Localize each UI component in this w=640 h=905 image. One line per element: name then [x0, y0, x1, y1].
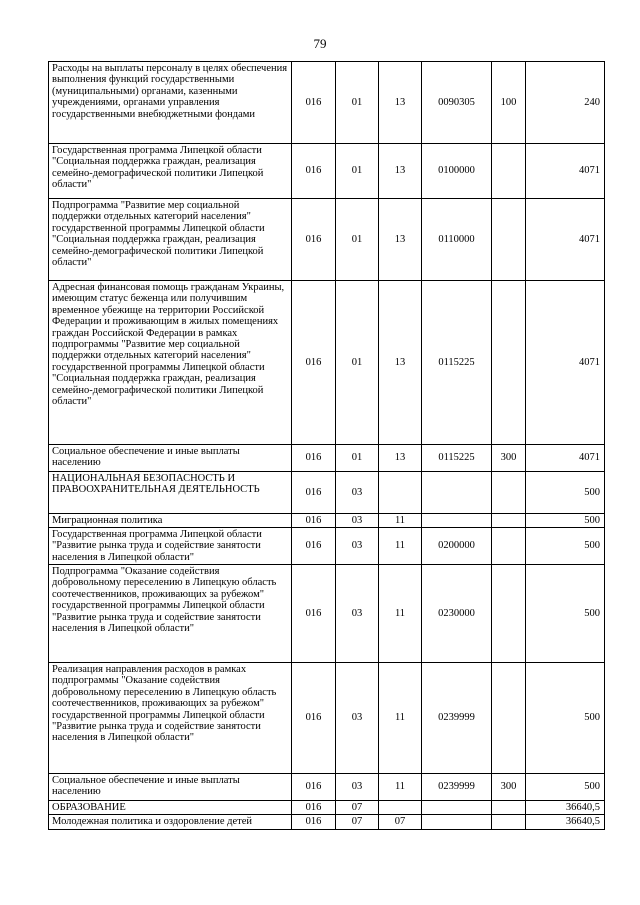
- row-target-article-code: 0200000: [422, 528, 492, 565]
- row-section-code: 03: [336, 774, 379, 801]
- row-grbs-code: 016: [292, 62, 336, 144]
- row-section-code: 01: [336, 62, 379, 144]
- row-section-code: 03: [336, 565, 379, 663]
- row-target-article-code: 0115225: [422, 445, 492, 472]
- row-expense-type-code: [492, 199, 526, 281]
- row-subsection-code: 13: [379, 199, 422, 281]
- row-target-article-code: 0090305: [422, 62, 492, 144]
- row-expense-type-code: [492, 514, 526, 528]
- row-target-article-code: [422, 815, 492, 830]
- row-target-article-code: 0230000: [422, 565, 492, 663]
- row-target-article-code: 0100000: [422, 144, 492, 199]
- row-section-code: 01: [336, 199, 379, 281]
- row-target-article-code: [422, 514, 492, 528]
- row-name: Подпрограмма "Оказание содействия добровольному переселению в Липецкую область соотечественников, проживающих за рубежом" государственной программы Липецкой области "Развитие рынка труда и содействие занятости населения в Липецкой области": [49, 565, 292, 663]
- row-section-code: 01: [336, 144, 379, 199]
- row-grbs-code: 016: [292, 663, 336, 774]
- row-expense-type-code: 300: [492, 774, 526, 801]
- row-target-article-code: 0110000: [422, 199, 492, 281]
- row-subsection-code: 11: [379, 774, 422, 801]
- row-name: Социальное обеспечение и иные выплаты населению: [49, 774, 292, 801]
- row-name: Социальное обеспечение и иные выплаты населению: [49, 445, 292, 472]
- row-subsection-code: 11: [379, 514, 422, 528]
- budget-table: [48, 61, 605, 830]
- table-row: [49, 199, 605, 281]
- row-amount: 4071: [526, 199, 605, 281]
- row-amount: 4071: [526, 144, 605, 199]
- row-amount: 240: [526, 62, 605, 144]
- row-expense-type-code: [492, 144, 526, 199]
- row-expense-type-code: [492, 472, 526, 514]
- row-name: ОБРАЗОВАНИЕ: [49, 801, 292, 815]
- row-name: Расходы на выплаты персоналу в целях обеспечения выполнения функций государственными (муниципальными) органами, казенными учреждениями, органами управления государственными внебюджетными фондами: [49, 62, 292, 144]
- row-section-code: 01: [336, 445, 379, 472]
- row-amount: 500: [526, 514, 605, 528]
- row-amount: 36640,5: [526, 815, 605, 830]
- row-grbs-code: 016: [292, 199, 336, 281]
- row-amount: 500: [526, 472, 605, 514]
- row-section-code: 03: [336, 663, 379, 774]
- table-row: [49, 815, 605, 830]
- table-row: [49, 801, 605, 815]
- row-grbs-code: 016: [292, 565, 336, 663]
- row-name: Адресная финансовая помощь гражданам Украины, имеющим статус беженца или получившим временное убежище на территории Российской Федерации и проживающим в жилых помещениях граждан Российской Федерации в рамках подпрограммы "Развитие мер социальной поддержки отдельных категорий населения" государственной программы Липецкой области "Социальная поддержка граждан, реализация семейно-демографической политики Липецкой области": [49, 281, 292, 445]
- row-grbs-code: 016: [292, 445, 336, 472]
- row-grbs-code: 016: [292, 144, 336, 199]
- row-grbs-code: 016: [292, 281, 336, 445]
- table-row: [49, 514, 605, 528]
- row-grbs-code: 016: [292, 815, 336, 830]
- row-expense-type-code: [492, 281, 526, 445]
- row-expense-type-code: [492, 801, 526, 815]
- row-subsection-code: 11: [379, 565, 422, 663]
- row-name: Миграционная политика: [49, 514, 292, 528]
- row-target-article-code: 0239999: [422, 663, 492, 774]
- row-target-article-code: [422, 472, 492, 514]
- row-section-code: 07: [336, 815, 379, 830]
- table-row: [49, 445, 605, 472]
- row-name: Государственная программа Липецкой области "Социальная поддержка граждан, реализация семейно-демографической политики Липецкой области": [49, 144, 292, 199]
- row-subsection-code: 13: [379, 144, 422, 199]
- row-amount: 36640,5: [526, 801, 605, 815]
- row-expense-type-code: 300: [492, 445, 526, 472]
- row-name: Государственная программа Липецкой области "Развитие рынка труда и содействие занятости населения в Липецкой области": [49, 528, 292, 565]
- row-section-code: 03: [336, 528, 379, 565]
- table-row: [49, 663, 605, 774]
- row-amount: 500: [526, 565, 605, 663]
- row-name: Молодежная политика и оздоровление детей: [49, 815, 292, 830]
- row-amount: 500: [526, 528, 605, 565]
- row-section-code: 07: [336, 801, 379, 815]
- table-row: [49, 528, 605, 565]
- row-grbs-code: 016: [292, 528, 336, 565]
- row-amount: 500: [526, 774, 605, 801]
- row-amount: 4071: [526, 445, 605, 472]
- row-subsection-code: 13: [379, 281, 422, 445]
- row-subsection-code: [379, 472, 422, 514]
- row-grbs-code: 016: [292, 472, 336, 514]
- row-grbs-code: 016: [292, 774, 336, 801]
- page-number: 79: [313, 36, 327, 51]
- table-row: [49, 144, 605, 199]
- table-row: [49, 472, 605, 514]
- row-name: Реализация направления расходов в рамках подпрограммы "Оказание содействия добровольному переселению в Липецкую область соотечественников, проживающих за рубежом" государственной программы Липецкой области "Развитие рынка труда и содействие занятости населения в Липецкой области": [49, 663, 292, 774]
- budget-table-body: [49, 62, 605, 830]
- row-subsection-code: [379, 801, 422, 815]
- row-expense-type-code: [492, 663, 526, 774]
- table-row: [49, 62, 605, 144]
- row-name: НАЦИОНАЛЬНАЯ БЕЗОПАСНОСТЬ И ПРАВООХРАНИТЕЛЬНАЯ ДЕЯТЕЛЬНОСТЬ: [49, 472, 292, 514]
- row-section-code: 03: [336, 514, 379, 528]
- table-row: [49, 281, 605, 445]
- row-section-code: 01: [336, 281, 379, 445]
- row-target-article-code: 0239999: [422, 774, 492, 801]
- row-target-article-code: 0115225: [422, 281, 492, 445]
- row-target-article-code: [422, 801, 492, 815]
- row-subsection-code: 11: [379, 528, 422, 565]
- row-subsection-code: 13: [379, 445, 422, 472]
- table-row: [49, 565, 605, 663]
- row-amount: 4071: [526, 281, 605, 445]
- row-subsection-code: 07: [379, 815, 422, 830]
- row-name: Подпрограмма "Развитие мер социальной поддержки отдельных категорий населения" государственной программы Липецкой области "Социальная поддержка граждан, реализация семейно-демографической политики Липецкой области": [49, 199, 292, 281]
- row-expense-type-code: 100: [492, 62, 526, 144]
- row-section-code: 03: [336, 472, 379, 514]
- row-expense-type-code: [492, 565, 526, 663]
- row-subsection-code: 13: [379, 62, 422, 144]
- row-amount: 500: [526, 663, 605, 774]
- row-expense-type-code: [492, 815, 526, 830]
- table-row: [49, 774, 605, 801]
- row-subsection-code: 11: [379, 663, 422, 774]
- row-expense-type-code: [492, 528, 526, 565]
- row-grbs-code: 016: [292, 514, 336, 528]
- row-grbs-code: 016: [292, 801, 336, 815]
